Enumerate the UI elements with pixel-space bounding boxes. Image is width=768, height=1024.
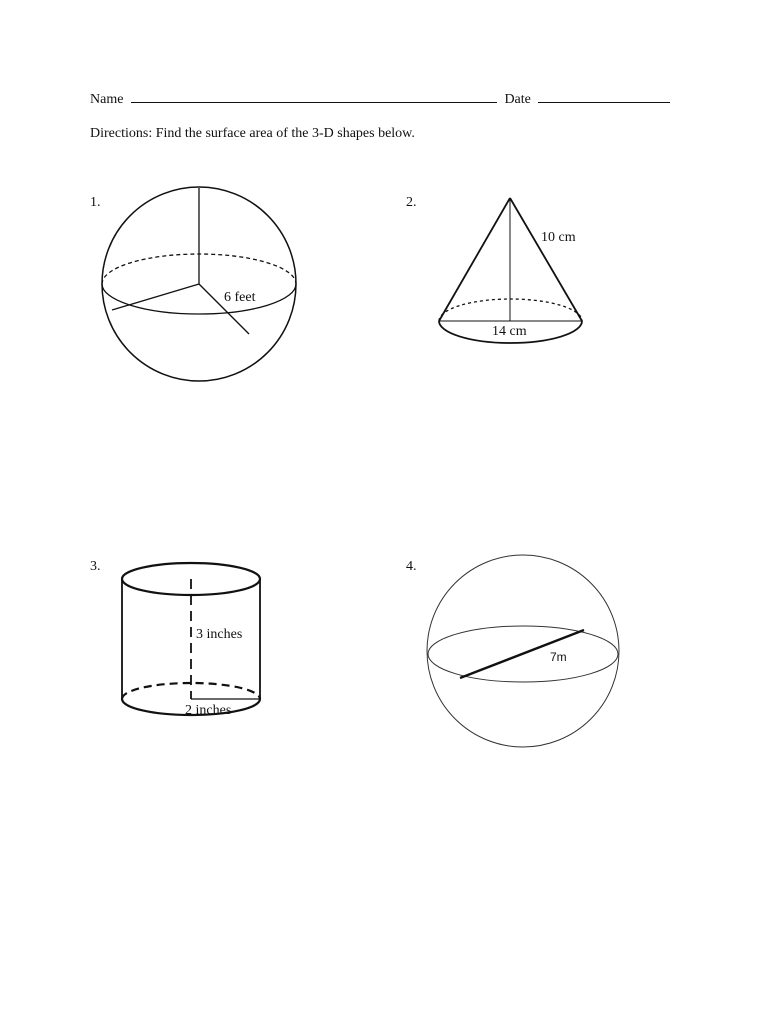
- problem-2-diameter-label: 14 cm: [492, 324, 527, 339]
- name-blank[interactable]: [131, 90, 497, 103]
- problem-2-cone-figure: [430, 190, 600, 360]
- problem-4-number: 4.: [406, 559, 417, 574]
- problem-3-radius-label: 2 inches: [185, 703, 232, 718]
- problem-4-diameter-label: 7m: [550, 650, 567, 664]
- problem-2-slant-label: 10 cm: [541, 230, 576, 245]
- header-line: [90, 90, 674, 108]
- problem-3-cylinder-figure: [118, 558, 268, 723]
- problem-1-number: 1.: [90, 195, 101, 210]
- problem-1-radius-label: 6 feet: [224, 290, 256, 305]
- problem-4-sphere-figure: [422, 550, 627, 755]
- problem-2-number: 2.: [406, 195, 417, 210]
- directions-text: Directions: Find the surface area of the 3-D shapes below.: [90, 126, 415, 141]
- problem-1-sphere-figure: [96, 180, 304, 388]
- date-label: Date: [504, 92, 531, 107]
- name-label: Name: [90, 92, 124, 107]
- problem-3-number: 3.: [90, 559, 101, 574]
- problem-3-height-label: 3 inches: [196, 627, 243, 642]
- date-blank[interactable]: [538, 90, 670, 103]
